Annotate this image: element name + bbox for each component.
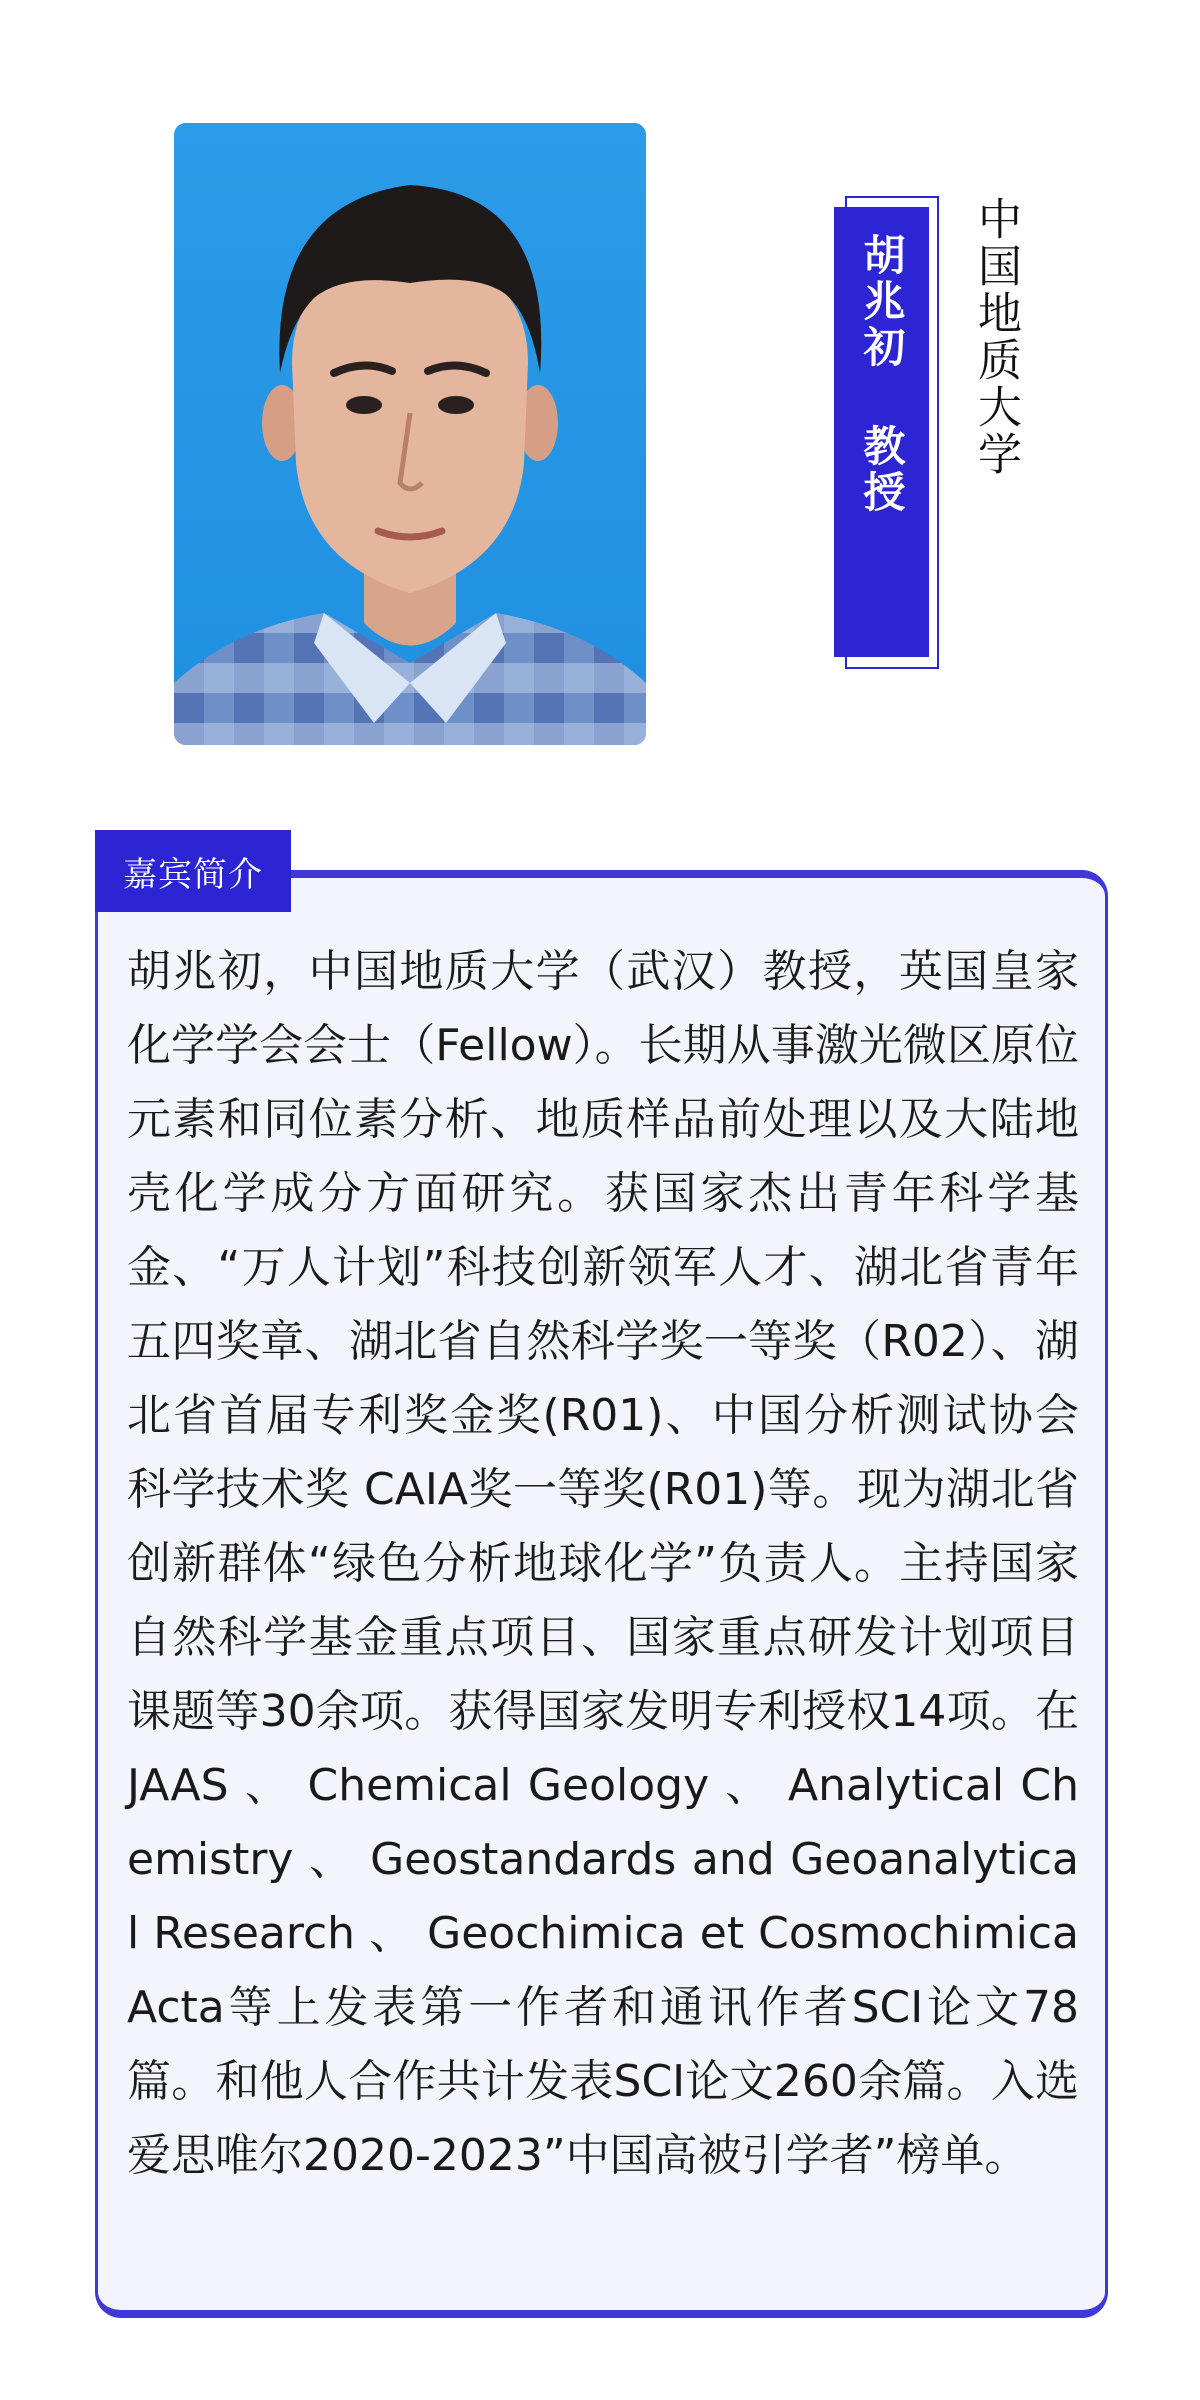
bio-section-label: 嘉宾简介 xyxy=(95,830,291,912)
speaker-photo xyxy=(174,123,646,745)
speaker-affiliation: 中国地质大学 xyxy=(970,196,1021,478)
portrait-illustration xyxy=(174,123,646,745)
bio-text: 胡兆初，中国地质大学（武汉）教授，英国皇家化学学会会士（Fellow）。长期从事激光微区原位元素和同位素分析、地质样品前处理以及大陆地壳化学成分方面研究。获国家杰出青年科学基金、“万人计划”科技创新领军人才、湖北省青年五四奖章、湖北省自然科学奖一等奖（R02）、湖北省首届专利奖金奖(R01)、中国分析测试协会科学技术奖 CAIA奖一等奖(R01)等。现为湖北省创新群体“绿色分析地球化学”负责人。主持国家自然科学基金重点项目、国家重点研发计划项目课题等30余项。获得国家发明专利授权14项。在JAAS 、 Chemical Geology 、 Analytical Chemistry 、 Geostandards and Geoanalytical Research 、 Geochimica et Cosmochimica Acta等上发表第一作者和通讯作者SCI论文78篇。和他人合作共计发表SCI论文260余篇。入选爱思唯尔2020-2023”中国高被引学者”榜单。 xyxy=(127,946,1079,2181)
speaker-name-title: 胡兆初 教授 xyxy=(857,233,907,516)
name-plate xyxy=(834,207,929,657)
